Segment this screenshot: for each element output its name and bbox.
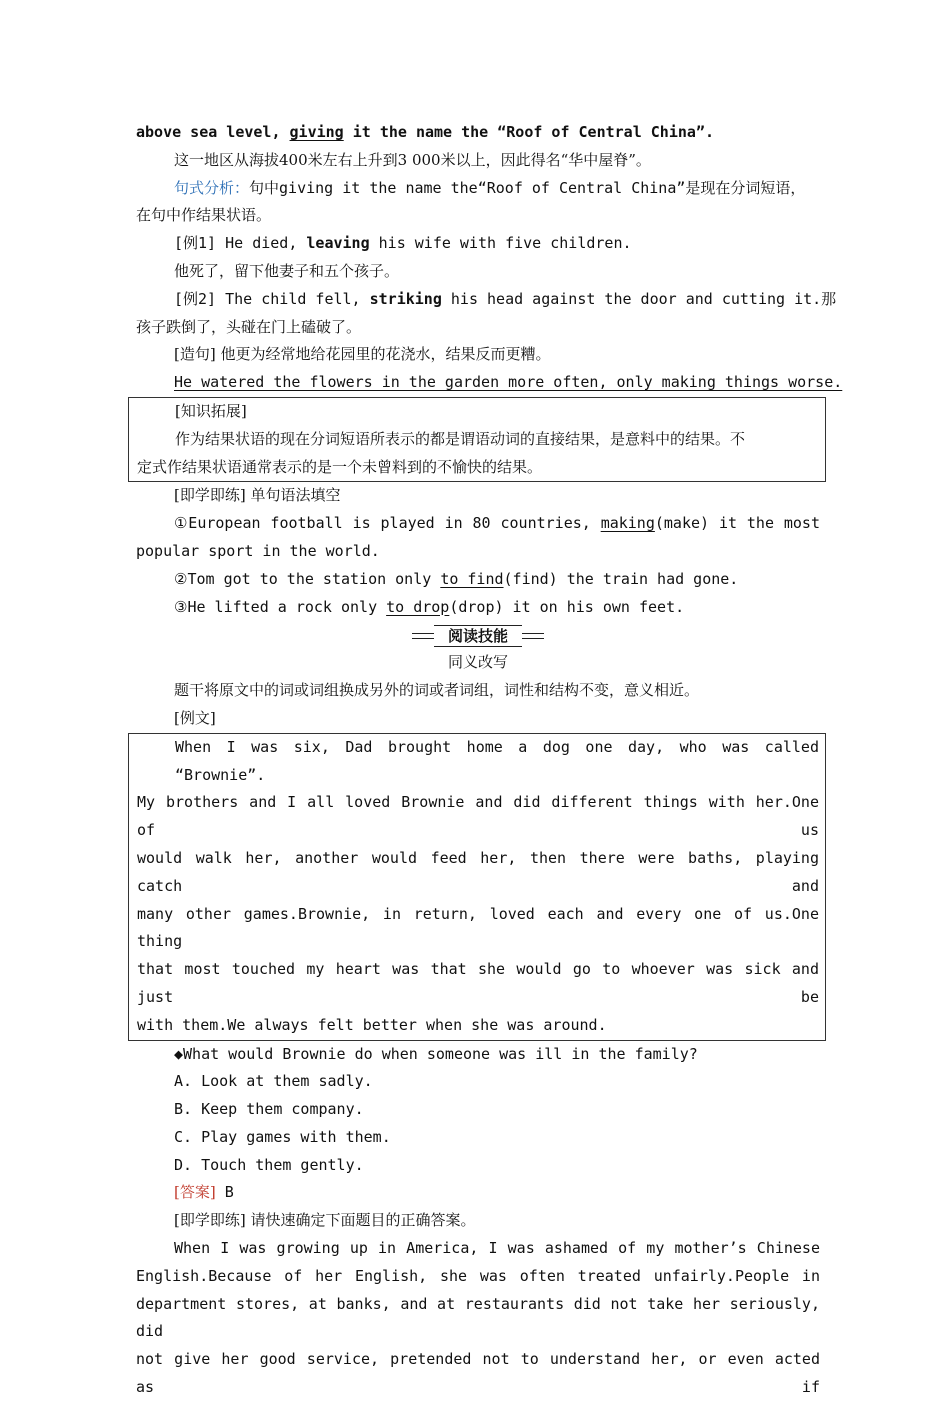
example-passage-label: [例文] [174,708,216,727]
option-a: A. Look at them sadly. [174,1072,373,1091]
intro-translation: 这一地区从海拔400米左右上升到3 000米以上，因此得名“华中屋脊”。 [174,150,651,169]
intro-text: it the name the “Roof of Central China”. [343,123,714,141]
example-text: his head against the door and cutting it.那 [441,289,837,308]
question-text: ①European football is played in 80 countries, [174,514,601,533]
practice-2-title: [即学即练] 请快速确定下面题目的正确答案。 [174,1211,476,1230]
answer-label: [答案] [174,1183,216,1202]
section-description: 题干将原文中的词或词组换成另外的词或者词组，词性和结构不变，意义相近。 [174,681,700,700]
answer-blank: to find [440,569,504,588]
passage-line: that most touched my heart was that she would go to whoever was sick and just be [137,960,819,1006]
example-keyword: leaving [306,234,370,253]
make-sentence-prompt: [造句] 他更为经常地给花园里的花浇水，结果反而更糟。 [174,345,551,364]
question-text: ③He lifted a rock only [174,597,387,616]
document-page [136,119,843,1402]
question-text: (drop) it on his own feet. [449,597,685,616]
section-title: 阅读技能 [434,625,522,647]
practice-q3 [136,594,820,622]
practice-q1 [136,510,820,538]
practice-passage-line: not give her good service, pretended not to understand her, or even acted as if [136,1350,820,1397]
answer-text: He watered the flowers in the garden more often, only making things worse. [174,373,843,392]
practice-passage-line: department stores, at banks, and at restaurants did not take her seriously, did [136,1294,820,1341]
knowledge-line-2: 定式作结果状语通常表示的是一个未曾料到的不愉快的结果。 [137,457,543,476]
example-2-translation: 孩子跌倒了，头碰在门上磕破了。 [136,317,362,336]
answer-blank: to drop [386,597,450,616]
knowledge-title: [知识拓展] [175,401,247,420]
example-keyword: striking [369,289,442,308]
example-text: [例2] The child fell, [174,289,370,308]
option-c: C. Play games with them. [174,1127,391,1146]
example-2 [136,286,837,314]
option-b: B. Keep them company. [174,1100,364,1119]
passage-line: When I was six, Dad brought home a dog one day, who was called “Brownie”. [175,737,819,784]
example-text: his wife with five children. [369,234,632,253]
option-d: D. Touch them gently. [174,1155,364,1174]
answer-blank: making [600,514,655,533]
knowledge-line-1: 作为结果状语的现在分词短语所表示的都是谓语动词的直接结果，是意料中的结果。不 [175,429,746,448]
passage-line: My brothers and I all loved Brownie and did different things with her.One of us [137,793,819,840]
practice-q1-cont: popular sport in the world. [136,541,380,560]
practice-title: [即学即练] 单句语法填空 [174,486,341,505]
analysis-line-2: 在句中作结果状语。 [136,206,272,225]
make-sentence-answer [136,369,843,397]
intro-text: above sea level, [136,123,290,141]
section-subtitle: 同义改写 [447,653,508,672]
example-passage-box [128,733,826,1041]
answer-value: B [215,1183,234,1202]
question-text: (make) it the most [654,514,820,533]
practice-q2 [136,566,820,594]
question-text: ②Tom got to the station only [174,569,441,588]
question-stem: ◆What would Brownie do when someone was ill in the family? [174,1044,698,1063]
answer-line [136,1179,820,1207]
passage-line: would walk her, another would feed her, then there were baths, playing catch and [137,848,819,895]
underlined-word: giving [289,123,344,141]
knowledge-box [128,397,826,482]
example-text: [例1] He died, [174,234,307,253]
passage-line: many other games.Brownie, in return, loved each and every one of us.One thing [137,904,819,951]
passage-line: with them.We always felt better when she was around. [137,1015,607,1034]
practice-passage-line: When I was growing up in America, I was ashamed of my mother’s Chinese [174,1239,820,1258]
section-header-reading-skills [136,621,820,649]
question-text: (find) the train had gone. [503,569,739,588]
practice-passage-line: English.Because of her English, she was often treated unfairly.People in [136,1266,820,1285]
intro-line-1 [136,119,820,147]
example-1-translation: 他死了，留下他妻子和五个孩子。 [174,261,400,280]
analysis-line [136,175,820,203]
analysis-label: 句式分析： [174,178,250,197]
analysis-text: 句中giving it the name the“Roof of Central China”是现在分词短语， [249,178,806,197]
example-1 [136,230,820,258]
